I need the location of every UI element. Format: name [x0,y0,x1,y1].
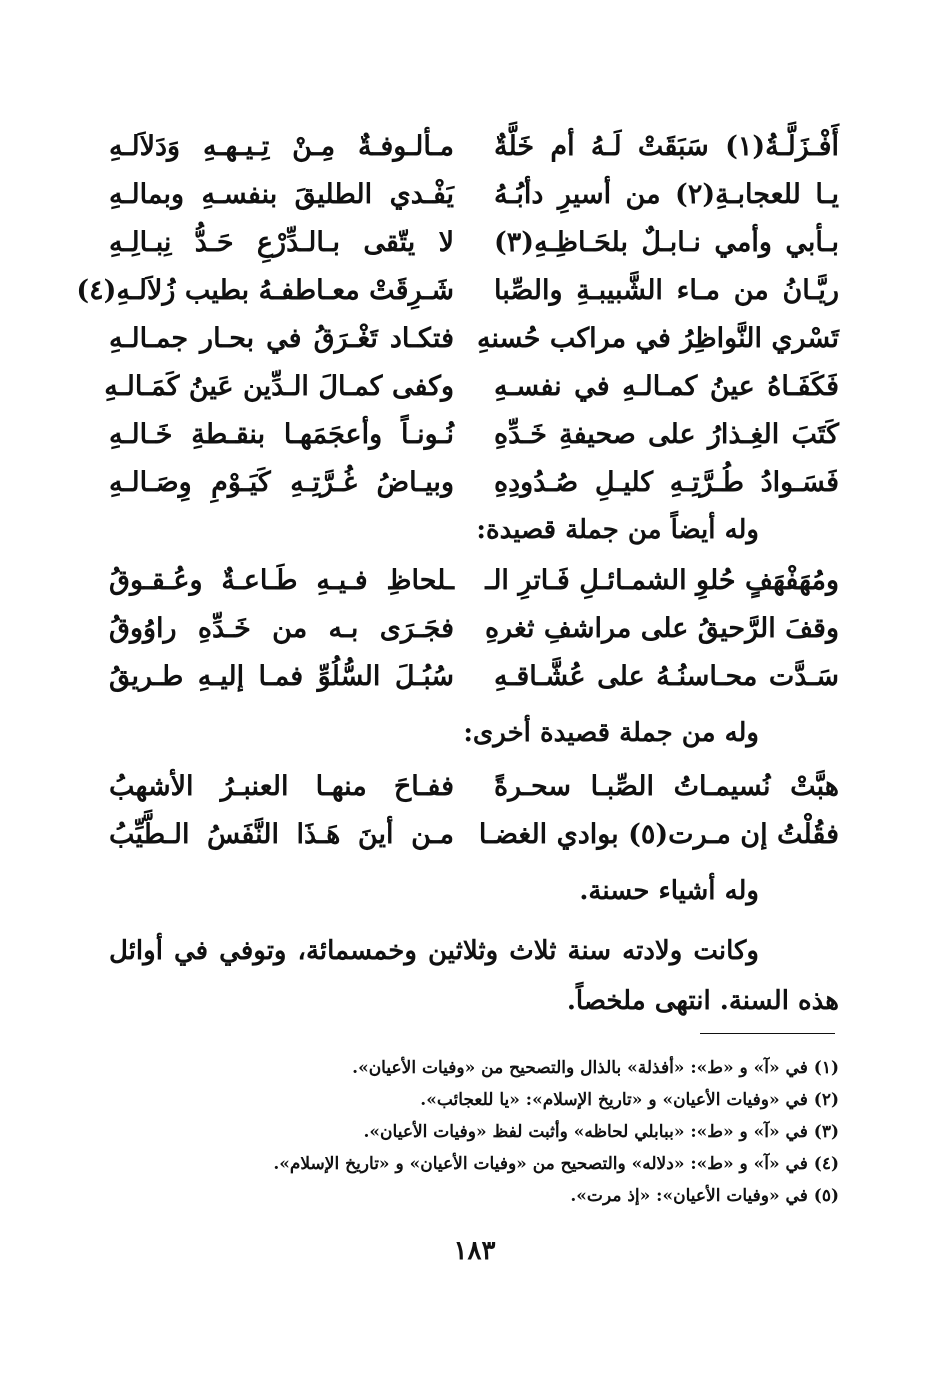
second-hemistich: يَفْـدي الطليقَ بنفسـهِ وبمالـهِ [109,178,454,210]
page-number: ١٨٣ [453,1236,496,1266]
first-hemistich: ريَّـانُ من مـاء الشَّبيبـةِ والصِّبا [494,274,839,306]
first-hemistich: أَفْـزَلَّـةُ(١) سَبَقَتْ لَـهُ أم خَلَّةٌ [494,130,839,162]
first-hemistich: سَـدَّت محـاسنُـهُ على عُشَّـاقـهِ [494,660,839,692]
second-hemistich: نُـونـاً وأعجَمَهـا بنقـطةِ خَـالـهِ [109,418,454,450]
second-hemistich: وكفى كمـالَ الـدِّين عَينُ كَمَـالـهِ [104,370,454,402]
poem-intro: وله من جملة قصيدة أخرى: [463,718,759,748]
first-hemistich: هبَّتْ نُسيمـاتُ الصِّبـا سحـرةً [494,770,839,802]
verse-line [109,652,839,700]
first-hemistich: فقُلْتُ إن مـرت(٥) بوادي الغضـا [478,818,839,850]
poem-intro: وله أيضاً من جملة قصيدة: [476,515,759,545]
first-hemistich: وقفَ الرَّحيقُ على مراشفِ ثغرهِ [484,612,839,644]
first-hemistich: كَتَبَ الغِـذارُ على صحيفةِ خَـدِّهِ [494,418,839,450]
second-hemistich: مـن أينَ هَـذَا النَّفَسُ الـطَّيِّبُ [109,818,454,850]
verse-line [109,458,839,506]
first-hemistich: بـأبي وأمي نـابـلٌ بلحَـاظِـهِ(٣) [494,226,839,258]
second-hemistich: ـلحاظِ فـيـهِ طَـاعـةٌ وعُـقـوقُ [109,564,454,596]
closing-paragraph [109,926,839,1026]
verse-line [104,362,839,410]
first-hemistich: فَسَـوادُ طُـرَّتِـهِ كليـلِ صُـدُودِهِ [494,466,839,498]
verse-line [109,604,839,652]
footnote-divider [700,1033,835,1034]
verse-line [109,410,839,458]
second-hemistich: وبيـاضُ غُـرَّتِـهِ كَيَـوْمِ وِصَـالـهِ [109,466,454,498]
footnote-4: (٤) في «آ» و «ط»: «دلاله» والتصحيح من «وفيات الأعيان» و «تاريخ الإسلام». [273,1154,839,1174]
footnote-5: (٥) في «وفيات الأعيان»: «إذ مرت». [570,1186,839,1206]
poem-1 [76,122,839,506]
verse-line [76,266,839,314]
closing-paragraph-text: وكانت ولادته سنة ثلاث وثلاثين وخمسمائة، وتوفي في أوائل هذه السنة. انتهى ملخصاً. [109,936,839,1016]
second-hemistich: شَـرِقَتْ معـاطفـهُ بطيب زُلاَلـهِ(٤) [76,274,454,306]
verse-line [109,122,839,170]
verse-line [109,314,839,362]
first-hemistich: ومُهَفْهَفٍ حُلوِ الشمـائـلِ فَـاترِ الـ [485,564,839,596]
second-hemistich: لا يتّقى بـالـدِّرْعِ حَـدُّ نِبـالِـهِ [109,226,454,258]
verse-line [109,556,839,604]
first-hemistich: يـا للعجابـةِ(٢) من أسيرِ دأبُـهُ [494,178,839,210]
poem-3 [109,762,839,858]
verse-line [109,762,839,810]
closing-line: وله أشياء حسنة. [579,876,759,906]
second-hemistich: سُبُـلَ السُّلُوِّ فمـا إليـهِ طـريقُ [109,660,454,692]
verse-line [109,218,839,266]
second-hemistich: ففـاحَ منهـا العنبـرُ الأشهبُ [109,770,454,802]
verse-line [109,810,839,858]
footnotes [109,1052,839,1212]
first-hemistich: فَكَفَـاهُ عينُ كمـالـهِ في نفسـهِ [494,370,839,402]
footnote-1: (١) في «آ» و «ط»: «أفذلة» بالذال والتصحيح من «وفيات الأعيان». [352,1058,839,1078]
first-hemistich: تَسْري النَّواظِرُ في مراكب حُسنهِ [477,322,839,354]
footnote-2: (٢) في «وفيات الأعيان» و «تاريخ الإسلام»: «يا للعجائب». [420,1090,839,1110]
second-hemistich: مـألـوفـةٌ مِـنْ تِـيـهـهِ وَدَلاَلـهِ [109,130,454,162]
second-hemistich: فجَـرَى بـه من خَـدِّهِ راوُوقُ [109,612,454,644]
footnote-3: (٣) في «آ» و «ط»: «ببابلي لحاظه» وأثبت لفظ «وفيات الأعيان». [363,1122,839,1142]
poem-2 [109,556,839,700]
second-hemistich: فتكـاد تَغْـرَقُ في بحـار جمـالـهِ [109,322,454,354]
verse-line [109,170,839,218]
